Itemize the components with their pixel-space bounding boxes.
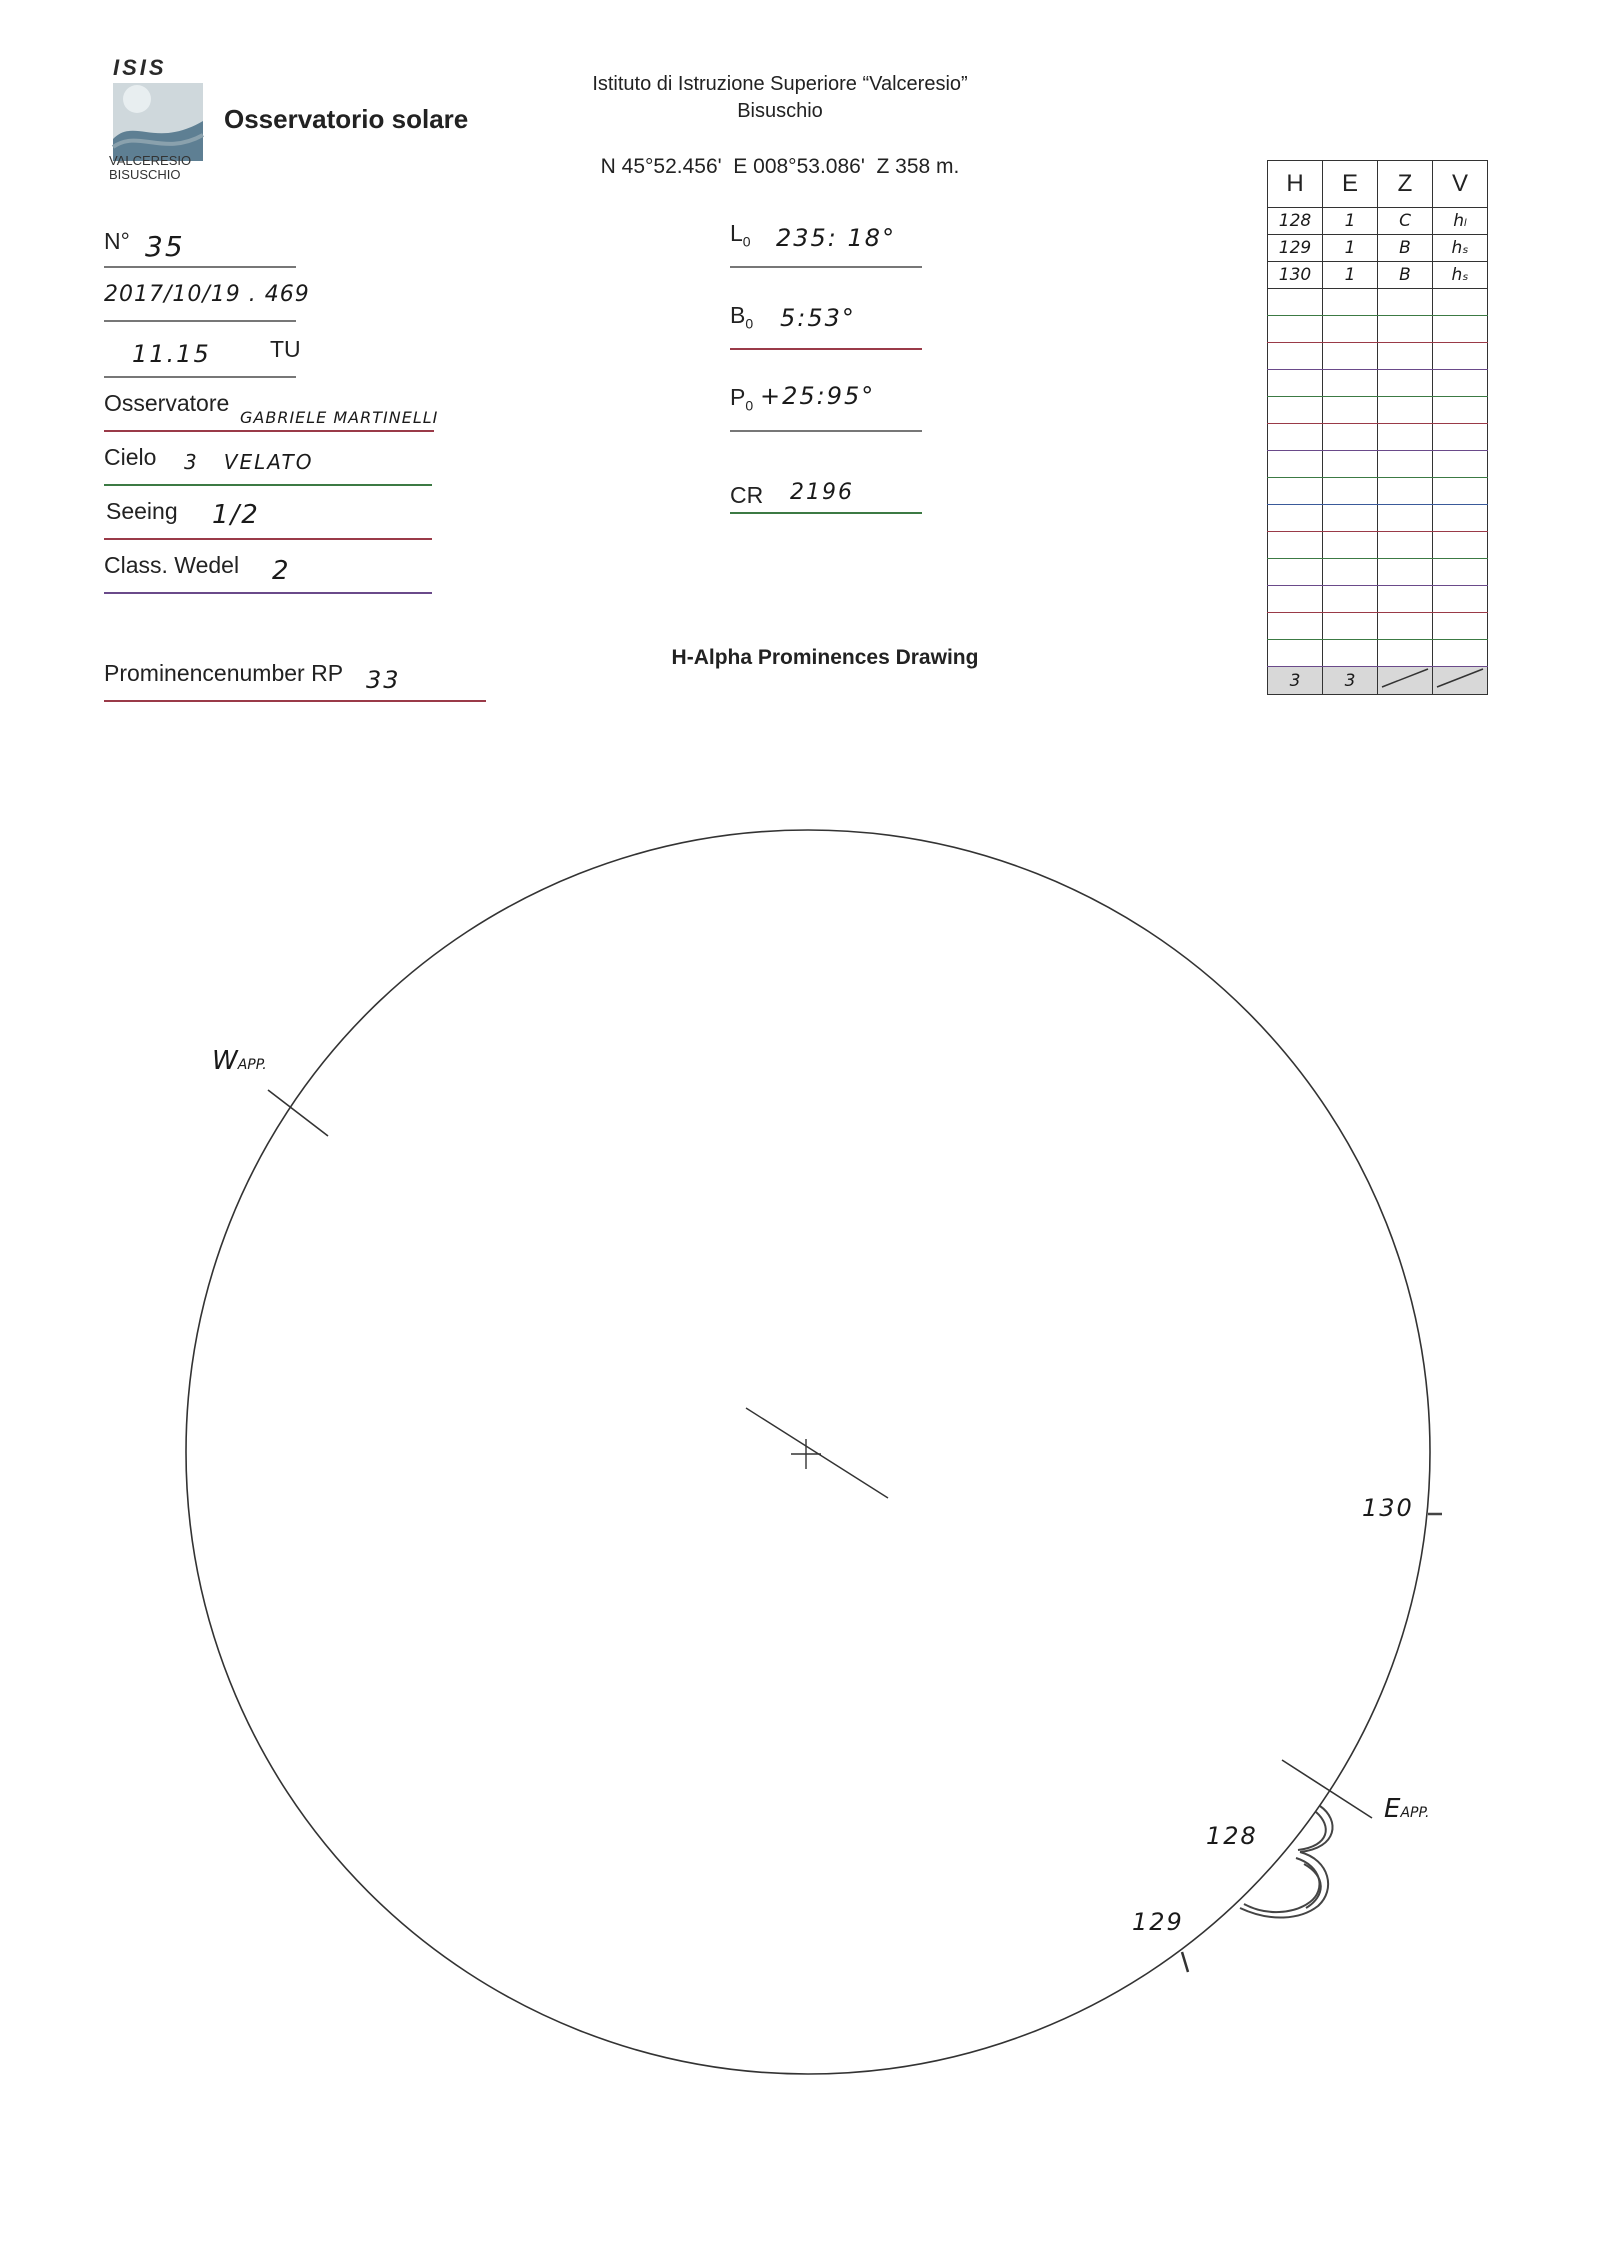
table-header-h: H	[1268, 161, 1323, 208]
observer-underline	[104, 430, 434, 432]
institute-town: Bisuschio	[737, 100, 823, 122]
table-row	[1268, 235, 1488, 262]
east-letter: E	[1384, 1794, 1401, 1824]
table-row-empty	[1268, 613, 1488, 640]
table-total-h: 3	[1268, 667, 1323, 695]
table-cell-v: hₛ	[1433, 235, 1488, 262]
prominence-count-underline	[104, 700, 486, 702]
prominence-label-129: 129	[1132, 1908, 1184, 1936]
l0-label	[730, 220, 751, 250]
table-total-e: 3	[1323, 667, 1378, 695]
b0-label	[730, 302, 753, 332]
cr-value: 2196	[790, 480, 854, 505]
table-header-row	[1268, 161, 1488, 208]
prominence-label-128: 128	[1206, 1822, 1258, 1850]
table-header-v: V	[1433, 161, 1488, 208]
disk-center-axis	[746, 1408, 888, 1498]
wedel-label: Class. Wedel	[104, 552, 240, 578]
table-cell-h: 128	[1268, 208, 1323, 235]
table-cell-v: hₗ	[1433, 208, 1488, 235]
east-subscript: APP.	[1400, 1805, 1430, 1821]
observer-label: Osservatore	[104, 390, 230, 416]
wedel-underline	[104, 592, 432, 594]
sky-underline	[104, 484, 432, 486]
table-row	[1268, 262, 1488, 289]
table-cell-e: 1	[1323, 235, 1378, 262]
prominence-label-130: 130	[1362, 1494, 1414, 1522]
table-cell-z: C	[1378, 208, 1433, 235]
seeing-value: 1/2	[212, 500, 260, 530]
cr-label: CR	[730, 482, 764, 508]
observatory-coordinates: N 45°52.456' E 008°53.086' Z 358 m.	[600, 155, 960, 178]
west-subscript: APP.	[237, 1057, 267, 1073]
institute-name: Istituto di Istruzione Superiore “Valceresio”	[592, 73, 968, 95]
table-cell-v: hₛ	[1433, 262, 1488, 289]
b0-letter: B	[730, 302, 746, 328]
sky-value: 3 VELATO	[184, 450, 314, 474]
wedel-value: 2	[272, 556, 291, 586]
number-label: N°	[104, 228, 130, 254]
table-header-z: Z	[1378, 161, 1433, 208]
table-row	[1268, 208, 1488, 235]
table-row-empty	[1268, 559, 1488, 586]
seeing-underline	[104, 538, 432, 540]
table-row-empty	[1268, 640, 1488, 667]
west-label	[212, 1046, 267, 1076]
table-cell-h: 130	[1268, 262, 1323, 289]
time-unit: TU	[270, 336, 301, 362]
table-row-empty	[1268, 289, 1488, 316]
logo-text-top: ISIS	[113, 55, 167, 80]
date-underline	[104, 320, 296, 322]
b0-subscript: 0	[745, 315, 754, 332]
table-cell-z: B	[1378, 262, 1433, 289]
logo-text-bottom-2: BISUSCHIO	[109, 167, 181, 182]
l0-value: 235: 18°	[776, 224, 897, 252]
table-row-empty	[1268, 397, 1488, 424]
table-cell-e: 1	[1323, 262, 1378, 289]
l0-subscript: 0	[742, 233, 751, 250]
sky-label: Cielo	[104, 444, 157, 470]
prominence-table	[1267, 160, 1488, 695]
east-label	[1384, 1794, 1429, 1824]
prominence-count-label: Prominencenumber RP	[104, 660, 344, 686]
table-row-empty	[1268, 505, 1488, 532]
table-total-v	[1433, 667, 1488, 695]
drawing-title: H-Alpha Prominences Drawing	[671, 646, 979, 669]
institute-logo	[105, 55, 215, 185]
observatory-title: Osservatorio solare	[224, 104, 469, 134]
table-row-empty	[1268, 478, 1488, 505]
observer-value: GABRIELE MARTINELLI	[240, 408, 439, 427]
table-row-empty	[1268, 424, 1488, 451]
b0-value: 5:53°	[780, 304, 856, 332]
l0-letter: L	[730, 220, 743, 246]
west-tick	[268, 1090, 328, 1136]
p0-underline	[730, 430, 922, 432]
table-cell-z: B	[1378, 235, 1433, 262]
prominence-129-mark	[1182, 1952, 1188, 1972]
table-row-empty	[1268, 370, 1488, 397]
logo-text-bottom-1: VALCERESIO	[109, 153, 192, 168]
table-row-empty	[1268, 532, 1488, 559]
number-value: 35	[145, 230, 185, 263]
west-letter: W	[212, 1046, 238, 1076]
table-header-e: E	[1323, 161, 1378, 208]
b0-underline	[730, 348, 922, 350]
table-cell-e: 1	[1323, 208, 1378, 235]
cr-underline	[730, 512, 922, 514]
table-total-z	[1378, 667, 1433, 695]
seeing-label: Seeing	[106, 498, 178, 524]
time-value: 11.15	[132, 340, 211, 368]
table-cell-h: 129	[1268, 235, 1323, 262]
table-totals-row	[1268, 667, 1488, 695]
prominence-count-value: 33	[366, 666, 401, 694]
table-row-empty	[1268, 343, 1488, 370]
table-row-empty	[1268, 316, 1488, 343]
number-underline	[104, 266, 296, 268]
time-underline	[104, 376, 296, 378]
table-row-empty	[1268, 586, 1488, 613]
p0-subscript: 0	[745, 397, 754, 414]
table-row-empty	[1268, 451, 1488, 478]
solar-disk-outline	[186, 830, 1430, 2074]
p0-label	[730, 384, 753, 414]
p0-value: +25:95°	[760, 382, 876, 410]
l0-underline	[730, 266, 922, 268]
p0-letter: P	[730, 384, 746, 410]
date-value: 2017/10/19 . 469	[104, 282, 310, 307]
east-tick	[1282, 1760, 1372, 1818]
